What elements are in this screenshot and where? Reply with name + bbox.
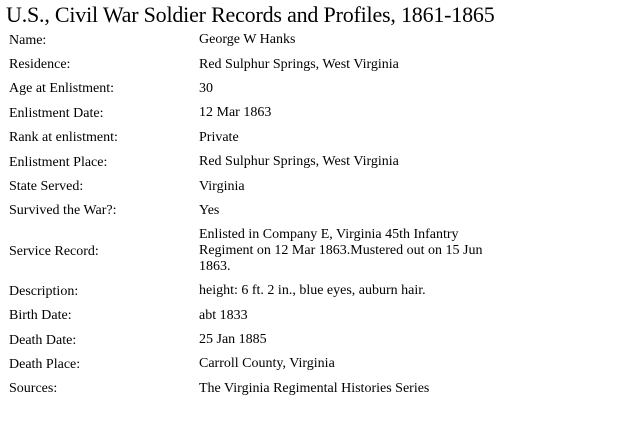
record-row-state-served — [0, 174, 629, 198]
field-label-name: Name: — [9, 32, 47, 48]
record-row-death-place — [0, 352, 629, 376]
record-row-enlistment-date — [0, 101, 629, 125]
field-label-sources: Sources: — [9, 381, 58, 397]
field-value-service-record: Enlisted in Company E, Virginia 45th Infantry Regiment on 12 Mar 1863.Mustered out on 15 Jun 1863. — [199, 227, 483, 275]
record-row-age-at-enlistment — [0, 77, 629, 101]
record-row-survived — [0, 199, 629, 223]
field-label-enlistment-place: Enlistment Place: — [9, 154, 108, 170]
field-value-sources: The Virginia Regimental Histories Series — [199, 380, 430, 396]
field-label-state-served: State Served: — [9, 179, 84, 195]
field-value-birth-date: abt 1833 — [199, 307, 248, 323]
field-label-age-at-enlistment: Age at Enlistment: — [9, 81, 114, 97]
field-value-death-date: 25 Jan 1885 — [199, 332, 267, 348]
field-value-state-served: Virginia — [199, 178, 245, 194]
field-label-service-record: Service Record: — [9, 243, 99, 259]
field-label-rank: Rank at enlistment: — [9, 130, 118, 146]
record-row-service-record — [0, 223, 629, 279]
field-value-enlistment-place: Red Sulphur Springs, West Virginia — [199, 154, 399, 170]
record-row-residence — [0, 52, 629, 76]
record-table — [0, 28, 629, 401]
field-value-death-place: Carroll County, Virginia — [199, 356, 335, 372]
record-row-description — [0, 279, 629, 303]
field-label-death-date: Death Date: — [9, 332, 77, 348]
record-row-rank — [0, 126, 629, 150]
field-label-survived: Survived the War?: — [9, 203, 117, 219]
field-value-age-at-enlistment: 30 — [199, 80, 213, 96]
record-row-enlistment-place — [0, 150, 629, 174]
field-value-name: George W Hanks — [199, 32, 296, 48]
field-label-death-place: Death Place: — [9, 356, 81, 372]
field-value-rank: Private — [199, 129, 239, 145]
record-row-name — [0, 28, 629, 52]
field-value-survived: Yes — [199, 202, 220, 218]
field-label-birth-date: Birth Date: — [9, 308, 72, 324]
record-row-death-date — [0, 328, 629, 352]
field-value-enlistment-date: 12 Mar 1863 — [199, 105, 272, 121]
field-label-residence: Residence: — [9, 57, 71, 73]
field-value-residence: Red Sulphur Springs, West Virginia — [199, 56, 399, 72]
field-value-description: height: 6 ft. 2 in., blue eyes, auburn hair. — [199, 283, 426, 299]
record-row-sources — [0, 377, 629, 401]
page-title: U.S., Civil War Soldier Records and Profiles, 1861-1865 — [6, 2, 495, 27]
field-label-enlistment-date: Enlistment Date: — [9, 105, 104, 121]
field-label-description: Description: — [9, 283, 79, 299]
record-row-birth-date — [0, 304, 629, 328]
